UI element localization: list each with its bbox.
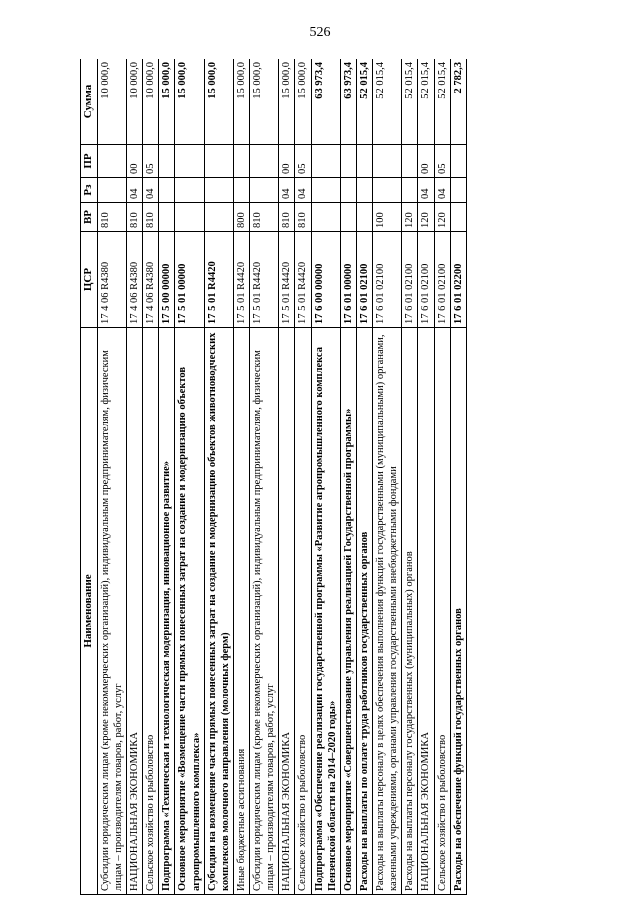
- table-row: [233, 59, 249, 895]
- cell-pr: [373, 145, 402, 178]
- cell-pr: [175, 145, 204, 178]
- page-number: 526: [309, 25, 331, 40]
- cell-rz: [97, 178, 126, 203]
- table-row: [402, 59, 418, 895]
- cell-vr: 810: [279, 203, 295, 232]
- cell-name: Субсидии на возмещение части прямых понесенных затрат на создание и модернизацию объектов животноводческих комплексов молочного направления (молочных ферм): [204, 328, 233, 895]
- cell-pr: 05: [434, 145, 450, 178]
- cell-vr: [356, 203, 372, 232]
- cell-pr: 05: [143, 145, 159, 178]
- cell-rz: 04: [143, 178, 159, 203]
- cell-vr: 810: [250, 203, 279, 232]
- cell-vr: [204, 203, 233, 232]
- table-row: [434, 59, 450, 895]
- cell-pr: [204, 145, 233, 178]
- table-row: [175, 59, 204, 895]
- cell-rz: 04: [279, 178, 295, 203]
- cell-sum: 15 000,0: [159, 59, 175, 145]
- budget-table: [80, 59, 467, 895]
- cell-rz: [356, 178, 372, 203]
- cell-vr: [175, 203, 204, 232]
- table-row: [250, 59, 279, 895]
- cell-rz: [250, 178, 279, 203]
- header-name: Наименование: [81, 328, 98, 895]
- table-row: [143, 59, 159, 895]
- cell-name: Расходы на выплаты персоналу в целях обеспечения выполнения функций государственными (муниципальными) органами, казенными учреждениями, органами управления государственными внебюджетными фондами: [373, 328, 402, 895]
- cell-pr: [450, 145, 466, 178]
- cell-sum: 52 015,4: [373, 59, 402, 145]
- cell-vr: 120: [402, 203, 418, 232]
- header-rz: Рз: [81, 178, 98, 203]
- cell-csr: 17 5 01 R4420: [204, 232, 233, 328]
- table-header-row: [81, 59, 98, 895]
- cell-vr: 810: [127, 203, 143, 232]
- table-row: [204, 59, 233, 895]
- cell-sum: 52 015,4: [356, 59, 372, 145]
- cell-pr: 00: [127, 145, 143, 178]
- cell-sum: 52 015,4: [418, 59, 434, 145]
- table-row: [97, 59, 126, 895]
- cell-vr: [311, 203, 340, 232]
- cell-name: НАЦИОНАЛЬНАЯ ЭКОНОМИКА: [127, 328, 143, 895]
- cell-sum: 10 000,0: [143, 59, 159, 145]
- cell-vr: 120: [434, 203, 450, 232]
- cell-vr: [450, 203, 466, 232]
- cell-name: Основное мероприятие «Возмещение части прямых понесенных затрат на создание и модернизацию объектов агропромышленного комплекса»: [175, 328, 204, 895]
- cell-pr: [340, 145, 356, 178]
- cell-pr: [233, 145, 249, 178]
- cell-csr: 17 5 01 R4420: [250, 232, 279, 328]
- table-row: [356, 59, 372, 895]
- cell-rz: [233, 178, 249, 203]
- cell-vr: 800: [233, 203, 249, 232]
- cell-name: Расходы на выплаты персоналу государственных (муниципальных) органов: [402, 328, 418, 895]
- cell-name: Расходы на выплаты по оплате труда работников государственных органов: [356, 328, 372, 895]
- rotated-table-container: [80, 59, 553, 895]
- cell-sum: 10 000,0: [127, 59, 143, 145]
- cell-csr: 17 5 01 00000: [175, 232, 204, 328]
- cell-vr: 120: [418, 203, 434, 232]
- cell-pr: [356, 145, 372, 178]
- table-row: [373, 59, 402, 895]
- cell-vr: 810: [295, 203, 311, 232]
- cell-name: Субсидии юридическим лицам (кроме некоммерческих организаций), индивидуальным предпринимателям, физическим лицам – производителям товаров, работ, услуг: [250, 328, 279, 895]
- cell-pr: 05: [295, 145, 311, 178]
- cell-csr: 17 5 01 R4420: [233, 232, 249, 328]
- cell-vr: 100: [373, 203, 402, 232]
- cell-name: Основное мероприятие «Совершенствование управления реализацией Государственной программы»: [340, 328, 356, 895]
- table-row: [418, 59, 434, 895]
- table-row: [311, 59, 340, 895]
- cell-csr: 17 6 01 02100: [402, 232, 418, 328]
- cell-sum: 15 000,0: [250, 59, 279, 145]
- cell-pr: [311, 145, 340, 178]
- header-sum: Сумма: [81, 59, 98, 145]
- cell-csr: 17 6 00 00000: [311, 232, 340, 328]
- cell-rz: [450, 178, 466, 203]
- table-row: [295, 59, 311, 895]
- cell-vr: 810: [97, 203, 126, 232]
- table-row: [127, 59, 143, 895]
- table-row: [450, 59, 466, 895]
- cell-csr: 17 5 00 00000: [159, 232, 175, 328]
- table-row: [159, 59, 175, 895]
- cell-csr: 17 5 01 R4420: [295, 232, 311, 328]
- cell-csr: 17 6 01 02200: [450, 232, 466, 328]
- cell-sum: 52 015,4: [402, 59, 418, 145]
- header-vr: ВР: [81, 203, 98, 232]
- cell-csr: 17 4 06 R4380: [97, 232, 126, 328]
- cell-sum: 15 000,0: [233, 59, 249, 145]
- cell-name: Подпрограмма «Обеспечение реализации государственной программы «Развитие агропромышленного комплекса Пензенской области на 2014–2020 годы»: [311, 328, 340, 895]
- cell-pr: [250, 145, 279, 178]
- cell-rz: [159, 178, 175, 203]
- cell-vr: [159, 203, 175, 232]
- cell-sum: 10 000,0: [97, 59, 126, 145]
- cell-rz: [373, 178, 402, 203]
- cell-csr: 17 5 01 R4420: [279, 232, 295, 328]
- cell-sum: 63 973,4: [311, 59, 340, 145]
- cell-sum: 52 015,4: [434, 59, 450, 145]
- cell-csr: 17 6 01 00000: [340, 232, 356, 328]
- cell-rz: 04: [418, 178, 434, 203]
- cell-name: Иные бюджетные ассигнования: [233, 328, 249, 895]
- cell-rz: [204, 178, 233, 203]
- cell-name: Сельское хозяйство и рыболовство: [143, 328, 159, 895]
- cell-csr: 17 6 01 02100: [418, 232, 434, 328]
- cell-vr: 810: [143, 203, 159, 232]
- cell-csr: 17 4 06 R4380: [143, 232, 159, 328]
- cell-rz: [340, 178, 356, 203]
- cell-pr: 00: [279, 145, 295, 178]
- cell-name: Субсидии юридическим лицам (кроме некоммерческих организаций), индивидуальным предпринимателям, физическим лицам – производителям товаров, работ, услуг: [97, 328, 126, 895]
- cell-pr: 00: [418, 145, 434, 178]
- cell-rz: 04: [295, 178, 311, 203]
- header-csr: ЦСР: [81, 232, 98, 328]
- cell-name: Расходы на обеспечение функций государственных органов: [450, 328, 466, 895]
- table-body: [97, 59, 466, 895]
- cell-sum: 15 000,0: [279, 59, 295, 145]
- cell-vr: [340, 203, 356, 232]
- cell-rz: [402, 178, 418, 203]
- table-row: [279, 59, 295, 895]
- cell-pr: [159, 145, 175, 178]
- cell-pr: [97, 145, 126, 178]
- cell-sum: 2 782,3: [450, 59, 466, 145]
- cell-csr: 17 6 01 02100: [356, 232, 372, 328]
- cell-pr: [402, 145, 418, 178]
- cell-name: Сельское хозяйство и рыболовство: [295, 328, 311, 895]
- cell-rz: [175, 178, 204, 203]
- cell-name: НАЦИОНАЛЬНАЯ ЭКОНОМИКА: [418, 328, 434, 895]
- cell-name: НАЦИОНАЛЬНАЯ ЭКОНОМИКА: [279, 328, 295, 895]
- cell-sum: 63 973,4: [340, 59, 356, 145]
- cell-name: Сельское хозяйство и рыболовство: [434, 328, 450, 895]
- cell-csr: 17 6 01 02100: [373, 232, 402, 328]
- cell-rz: [311, 178, 340, 203]
- rotated-table-area: [80, 59, 553, 895]
- table-row: [340, 59, 356, 895]
- cell-rz: 04: [434, 178, 450, 203]
- cell-rz: 04: [127, 178, 143, 203]
- cell-csr: 17 6 01 02100: [434, 232, 450, 328]
- cell-csr: 17 4 06 R4380: [127, 232, 143, 328]
- header-pr: ПР: [81, 145, 98, 178]
- cell-sum: 15 000,0: [295, 59, 311, 145]
- cell-sum: 15 000,0: [175, 59, 204, 145]
- cell-name: Подпрограмма «Техническая и технологическая модернизация, инновационное развитие»: [159, 328, 175, 895]
- cell-sum: 15 000,0: [204, 59, 233, 145]
